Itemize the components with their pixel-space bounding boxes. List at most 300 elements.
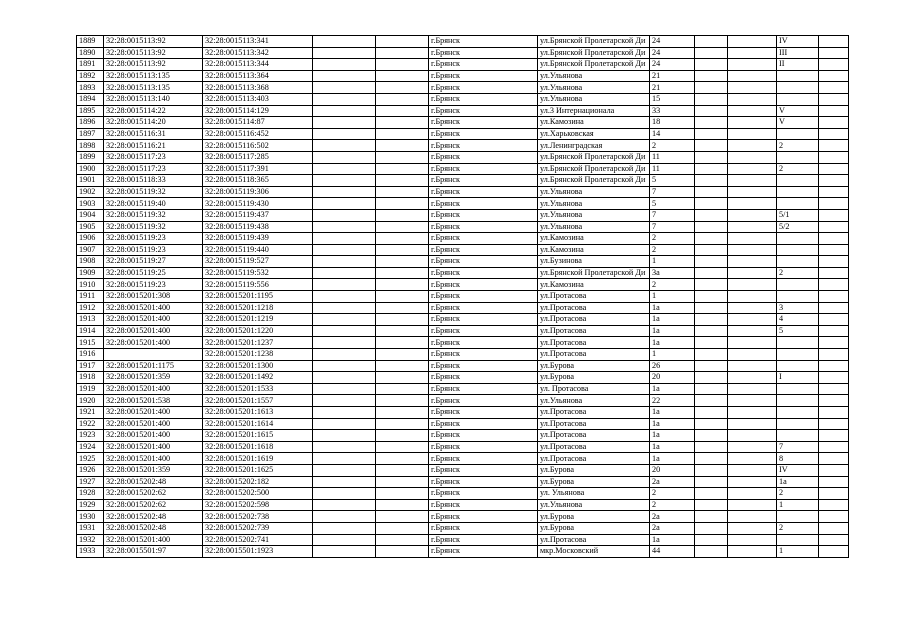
city-cell: г.Брянск	[429, 93, 538, 105]
row-number-cell: 1899	[77, 151, 104, 163]
empty-cell	[695, 163, 728, 175]
empty-cell	[819, 140, 849, 152]
empty-cell	[376, 175, 429, 187]
empty-cell	[728, 488, 777, 500]
row-number-cell: 1894	[77, 93, 104, 105]
row-number-cell: 1916	[77, 349, 104, 361]
parcel-cadastral-number-cell: 32:28:0015201:400	[104, 453, 203, 465]
empty-cell	[695, 325, 728, 337]
object-cadastral-number-cell: 32:28:0015201:1195	[203, 291, 313, 303]
empty-cell	[728, 209, 777, 221]
city-cell: г.Брянск	[429, 418, 538, 430]
table-row	[77, 441, 849, 453]
street-cell: ул. Ульянова	[538, 488, 650, 500]
row-number-cell: 1920	[77, 395, 104, 407]
table-row	[77, 464, 849, 476]
premises-number-cell: IV	[777, 464, 819, 476]
premises-number-cell: III	[777, 47, 819, 59]
empty-cell	[313, 418, 376, 430]
row-number-cell: 1919	[77, 383, 104, 395]
row-number-cell: 1911	[77, 291, 104, 303]
empty-cell	[313, 372, 376, 384]
house-number-cell: 1	[650, 349, 695, 361]
table-row	[77, 233, 849, 245]
empty-cell	[695, 383, 728, 395]
empty-cell	[376, 360, 429, 372]
empty-cell	[695, 279, 728, 291]
empty-cell	[728, 522, 777, 534]
empty-cell	[376, 395, 429, 407]
object-cadastral-number-cell: 32:28:0015113:368	[203, 82, 313, 94]
row-number-cell: 1890	[77, 47, 104, 59]
empty-cell	[728, 337, 777, 349]
object-cadastral-number-cell: 32:28:0015201:1615	[203, 430, 313, 442]
empty-cell	[695, 488, 728, 500]
city-cell: г.Брянск	[429, 175, 538, 187]
street-cell: ул.Камозина	[538, 279, 650, 291]
empty-cell	[695, 105, 728, 117]
empty-cell	[728, 546, 777, 558]
parcel-cadastral-number-cell	[104, 349, 203, 361]
street-cell: ул. Протасова	[538, 383, 650, 395]
empty-cell	[695, 186, 728, 198]
empty-cell	[376, 430, 429, 442]
table-row	[77, 128, 849, 140]
empty-cell	[728, 186, 777, 198]
house-number-cell: 7	[650, 221, 695, 233]
city-cell: г.Брянск	[429, 395, 538, 407]
table-row	[77, 314, 849, 326]
street-cell: ул.Бурова	[538, 372, 650, 384]
parcel-cadastral-number-cell: 32:28:0015117:23	[104, 151, 203, 163]
city-cell: г.Брянск	[429, 163, 538, 175]
table-row	[77, 453, 849, 465]
premises-number-cell: V	[777, 105, 819, 117]
empty-cell	[376, 198, 429, 210]
street-cell: ул.Протасова	[538, 349, 650, 361]
table-row	[77, 163, 849, 175]
parcel-cadastral-number-cell: 32:28:0015201:400	[104, 383, 203, 395]
empty-cell	[728, 349, 777, 361]
street-cell: ул.Ульянова	[538, 82, 650, 94]
empty-cell	[376, 151, 429, 163]
row-number-cell: 1912	[77, 302, 104, 314]
empty-cell	[819, 418, 849, 430]
empty-cell	[313, 82, 376, 94]
empty-cell	[313, 441, 376, 453]
empty-cell	[376, 302, 429, 314]
row-number-cell: 1932	[77, 534, 104, 546]
object-cadastral-number-cell: 32:28:0015113:364	[203, 70, 313, 82]
empty-cell	[819, 430, 849, 442]
empty-cell	[313, 546, 376, 558]
empty-cell	[695, 209, 728, 221]
empty-cell	[376, 70, 429, 82]
empty-cell	[819, 372, 849, 384]
table-row	[77, 267, 849, 279]
empty-cell	[728, 314, 777, 326]
premises-number-cell: 1	[777, 546, 819, 558]
empty-cell	[313, 140, 376, 152]
row-number-cell: 1925	[77, 453, 104, 465]
empty-cell	[313, 360, 376, 372]
empty-cell	[728, 360, 777, 372]
empty-cell	[376, 209, 429, 221]
empty-cell	[728, 395, 777, 407]
empty-cell	[313, 476, 376, 488]
house-number-cell: 2	[650, 499, 695, 511]
house-number-cell: 11	[650, 163, 695, 175]
empty-cell	[313, 534, 376, 546]
empty-cell	[313, 209, 376, 221]
premises-number-cell	[777, 418, 819, 430]
parcel-cadastral-number-cell: 32:28:0015119:27	[104, 256, 203, 268]
row-number-cell: 1931	[77, 522, 104, 534]
premises-number-cell	[777, 128, 819, 140]
parcel-cadastral-number-cell: 32:28:0015116:21	[104, 140, 203, 152]
empty-cell	[695, 546, 728, 558]
empty-cell	[695, 430, 728, 442]
street-cell: ул.Брянской Пролетарской Ди	[538, 151, 650, 163]
empty-cell	[695, 522, 728, 534]
empty-cell	[728, 221, 777, 233]
empty-cell	[728, 430, 777, 442]
empty-cell	[376, 279, 429, 291]
premises-number-cell	[777, 186, 819, 198]
empty-cell	[376, 105, 429, 117]
object-cadastral-number-cell: 32:28:0015201:1533	[203, 383, 313, 395]
object-cadastral-number-cell: 32:28:0015202:741	[203, 534, 313, 546]
empty-cell	[376, 36, 429, 48]
premises-number-cell	[777, 244, 819, 256]
empty-cell	[695, 302, 728, 314]
row-number-cell: 1891	[77, 59, 104, 71]
empty-cell	[376, 337, 429, 349]
empty-cell	[376, 453, 429, 465]
street-cell: ул.Протасова	[538, 534, 650, 546]
house-number-cell: 1а	[650, 430, 695, 442]
premises-number-cell: 1	[777, 499, 819, 511]
empty-cell	[819, 395, 849, 407]
street-cell: ул.Ульянова	[538, 209, 650, 221]
city-cell: г.Брянск	[429, 546, 538, 558]
table-row	[77, 175, 849, 187]
premises-number-cell	[777, 360, 819, 372]
table-row	[77, 302, 849, 314]
house-number-cell: 21	[650, 82, 695, 94]
city-cell: г.Брянск	[429, 221, 538, 233]
city-cell: г.Брянск	[429, 233, 538, 245]
premises-number-cell: 5	[777, 325, 819, 337]
parcel-cadastral-number-cell: 32:28:0015202:48	[104, 476, 203, 488]
row-number-cell: 1924	[77, 441, 104, 453]
object-cadastral-number-cell: 32:28:0015119:556	[203, 279, 313, 291]
house-number-cell: 1	[650, 291, 695, 303]
house-number-cell: 26	[650, 360, 695, 372]
city-cell: г.Брянск	[429, 337, 538, 349]
table-row	[77, 499, 849, 511]
object-cadastral-number-cell: 32:28:0015113:344	[203, 59, 313, 71]
object-cadastral-number-cell: 32:28:0015201:1300	[203, 360, 313, 372]
object-cadastral-number-cell: 32:28:0015116:502	[203, 140, 313, 152]
street-cell: ул.Протасова	[538, 453, 650, 465]
empty-cell	[728, 93, 777, 105]
empty-cell	[819, 209, 849, 221]
empty-cell	[376, 256, 429, 268]
city-cell: г.Брянск	[429, 314, 538, 326]
table-row	[77, 140, 849, 152]
parcel-cadastral-number-cell: 32:28:0015119:40	[104, 198, 203, 210]
empty-cell	[376, 140, 429, 152]
empty-cell	[819, 511, 849, 523]
table-row	[77, 430, 849, 442]
parcel-cadastral-number-cell: 32:28:0015113:92	[104, 36, 203, 48]
empty-cell	[819, 198, 849, 210]
empty-cell	[819, 117, 849, 129]
house-number-cell: 1а	[650, 407, 695, 419]
city-cell: г.Брянск	[429, 279, 538, 291]
house-number-cell: 15	[650, 93, 695, 105]
object-cadastral-number-cell: 32:28:0015201:1619	[203, 453, 313, 465]
empty-cell	[728, 82, 777, 94]
empty-cell	[728, 453, 777, 465]
empty-cell	[313, 302, 376, 314]
empty-cell	[376, 499, 429, 511]
parcel-cadastral-number-cell: 32:28:0015201:359	[104, 372, 203, 384]
parcel-cadastral-number-cell: 32:28:0015202:62	[104, 499, 203, 511]
premises-number-cell: 2	[777, 522, 819, 534]
empty-cell	[728, 279, 777, 291]
premises-number-cell	[777, 279, 819, 291]
empty-cell	[313, 256, 376, 268]
empty-cell	[376, 59, 429, 71]
empty-cell	[313, 267, 376, 279]
empty-cell	[313, 198, 376, 210]
house-number-cell: 20	[650, 464, 695, 476]
empty-cell	[819, 279, 849, 291]
object-cadastral-number-cell: 32:28:0015114:87	[203, 117, 313, 129]
street-cell: ул.Протасова	[538, 441, 650, 453]
empty-cell	[819, 325, 849, 337]
premises-number-cell	[777, 407, 819, 419]
empty-cell	[819, 337, 849, 349]
house-number-cell: 5	[650, 175, 695, 187]
house-number-cell: 21	[650, 70, 695, 82]
empty-cell	[819, 256, 849, 268]
empty-cell	[376, 163, 429, 175]
object-cadastral-number-cell: 32:28:0015117:285	[203, 151, 313, 163]
empty-cell	[728, 267, 777, 279]
empty-cell	[313, 325, 376, 337]
street-cell: ул.Бузинова	[538, 256, 650, 268]
street-cell: ул.Протасова	[538, 325, 650, 337]
empty-cell	[728, 383, 777, 395]
empty-cell	[728, 464, 777, 476]
object-cadastral-number-cell: 32:28:0015118:365	[203, 175, 313, 187]
object-cadastral-number-cell: 32:28:0015119:439	[203, 233, 313, 245]
parcel-cadastral-number-cell: 32:28:0015119:32	[104, 186, 203, 198]
empty-cell	[728, 499, 777, 511]
row-number-cell: 1928	[77, 488, 104, 500]
table-row	[77, 209, 849, 221]
parcel-cadastral-number-cell: 32:28:0015113:135	[104, 82, 203, 94]
empty-cell	[819, 314, 849, 326]
empty-cell	[695, 453, 728, 465]
empty-cell	[695, 499, 728, 511]
empty-cell	[728, 128, 777, 140]
house-number-cell: 14	[650, 128, 695, 140]
object-cadastral-number-cell: 32:28:0015201:1218	[203, 302, 313, 314]
city-cell: г.Брянск	[429, 209, 538, 221]
empty-cell	[313, 163, 376, 175]
premises-number-cell: 2	[777, 488, 819, 500]
row-number-cell: 1918	[77, 372, 104, 384]
street-cell: ул.Бурова	[538, 464, 650, 476]
empty-cell	[728, 233, 777, 245]
empty-cell	[819, 59, 849, 71]
house-number-cell: 2а	[650, 522, 695, 534]
table-row	[77, 407, 849, 419]
row-number-cell: 1915	[77, 337, 104, 349]
street-cell: ул.Брянской Пролетарской Ди	[538, 175, 650, 187]
empty-cell	[695, 151, 728, 163]
object-cadastral-number-cell: 32:28:0015119:527	[203, 256, 313, 268]
parcel-cadastral-number-cell: 32:28:0015116:31	[104, 128, 203, 140]
street-cell: ул.Ленинградская	[538, 140, 650, 152]
empty-cell	[376, 233, 429, 245]
empty-cell	[695, 36, 728, 48]
premises-number-cell	[777, 93, 819, 105]
empty-cell	[728, 105, 777, 117]
empty-cell	[376, 511, 429, 523]
table-row	[77, 93, 849, 105]
empty-cell	[728, 291, 777, 303]
empty-cell	[819, 233, 849, 245]
street-cell: ул.Протасова	[538, 407, 650, 419]
empty-cell	[728, 163, 777, 175]
premises-number-cell	[777, 337, 819, 349]
house-number-cell: 2	[650, 244, 695, 256]
house-number-cell: 7	[650, 186, 695, 198]
empty-cell	[819, 36, 849, 48]
premises-number-cell: V	[777, 117, 819, 129]
street-cell: ул.Брянской Пролетарской Ди	[538, 163, 650, 175]
empty-cell	[695, 140, 728, 152]
object-cadastral-number-cell: 32:28:0015202:738	[203, 511, 313, 523]
empty-cell	[376, 476, 429, 488]
row-number-cell: 1908	[77, 256, 104, 268]
premises-number-cell: IV	[777, 36, 819, 48]
city-cell: г.Брянск	[429, 70, 538, 82]
empty-cell	[313, 395, 376, 407]
empty-cell	[695, 244, 728, 256]
parcel-cadastral-number-cell: 32:28:0015201:400	[104, 441, 203, 453]
empty-cell	[695, 47, 728, 59]
city-cell: г.Брянск	[429, 151, 538, 163]
parcel-cadastral-number-cell: 32:28:0015119:25	[104, 267, 203, 279]
empty-cell	[728, 244, 777, 256]
object-cadastral-number-cell: 32:28:0015202:598	[203, 499, 313, 511]
parcel-cadastral-number-cell: 32:28:0015114:20	[104, 117, 203, 129]
parcel-cadastral-number-cell: 32:28:0015201:538	[104, 395, 203, 407]
premises-number-cell	[777, 151, 819, 163]
premises-number-cell: 5/1	[777, 209, 819, 221]
empty-cell	[819, 221, 849, 233]
empty-cell	[728, 534, 777, 546]
empty-cell	[695, 267, 728, 279]
object-cadastral-number-cell: 32:28:0015201:1492	[203, 372, 313, 384]
house-number-cell: 1а	[650, 337, 695, 349]
empty-cell	[313, 511, 376, 523]
empty-cell	[313, 488, 376, 500]
empty-cell	[376, 522, 429, 534]
table-row	[77, 476, 849, 488]
city-cell: г.Брянск	[429, 186, 538, 198]
table-row	[77, 488, 849, 500]
row-number-cell: 1913	[77, 314, 104, 326]
house-number-cell: 2	[650, 279, 695, 291]
table-row	[77, 36, 849, 48]
empty-cell	[313, 233, 376, 245]
parcel-cadastral-number-cell: 32:28:0015201:400	[104, 325, 203, 337]
row-number-cell: 1930	[77, 511, 104, 523]
empty-cell	[819, 291, 849, 303]
object-cadastral-number-cell: 32:28:0015119:437	[203, 209, 313, 221]
empty-cell	[819, 82, 849, 94]
city-cell: г.Брянск	[429, 511, 538, 523]
table-row	[77, 82, 849, 94]
empty-cell	[376, 441, 429, 453]
object-cadastral-number-cell: 32:28:0015119:438	[203, 221, 313, 233]
object-cadastral-number-cell: 32:28:0015501:1923	[203, 546, 313, 558]
house-number-cell: 1а	[650, 314, 695, 326]
table-row	[77, 117, 849, 129]
city-cell: г.Брянск	[429, 82, 538, 94]
empty-cell	[728, 151, 777, 163]
empty-cell	[376, 117, 429, 129]
empty-cell	[313, 93, 376, 105]
street-cell: мкр.Московский	[538, 546, 650, 558]
city-cell: г.Брянск	[429, 244, 538, 256]
premises-number-cell	[777, 383, 819, 395]
row-number-cell: 1904	[77, 209, 104, 221]
house-number-cell: 2а	[650, 511, 695, 523]
object-cadastral-number-cell: 32:28:0015116:452	[203, 128, 313, 140]
registry-table	[76, 35, 849, 558]
empty-cell	[695, 221, 728, 233]
empty-cell	[376, 267, 429, 279]
empty-cell	[376, 244, 429, 256]
row-number-cell: 1933	[77, 546, 104, 558]
empty-cell	[313, 186, 376, 198]
object-cadastral-number-cell: 32:28:0015202:739	[203, 522, 313, 534]
empty-cell	[313, 453, 376, 465]
table-row	[77, 221, 849, 233]
parcel-cadastral-number-cell: 32:28:0015119:23	[104, 279, 203, 291]
empty-cell	[819, 499, 849, 511]
street-cell: ул.Протасова	[538, 430, 650, 442]
row-number-cell: 1907	[77, 244, 104, 256]
row-number-cell: 1914	[77, 325, 104, 337]
object-cadastral-number-cell: 32:28:0015201:1238	[203, 349, 313, 361]
empty-cell	[728, 256, 777, 268]
empty-cell	[819, 534, 849, 546]
row-number-cell: 1906	[77, 233, 104, 245]
table-row	[77, 418, 849, 430]
city-cell: г.Брянск	[429, 360, 538, 372]
empty-cell	[728, 372, 777, 384]
street-cell: ул.Бурова	[538, 511, 650, 523]
